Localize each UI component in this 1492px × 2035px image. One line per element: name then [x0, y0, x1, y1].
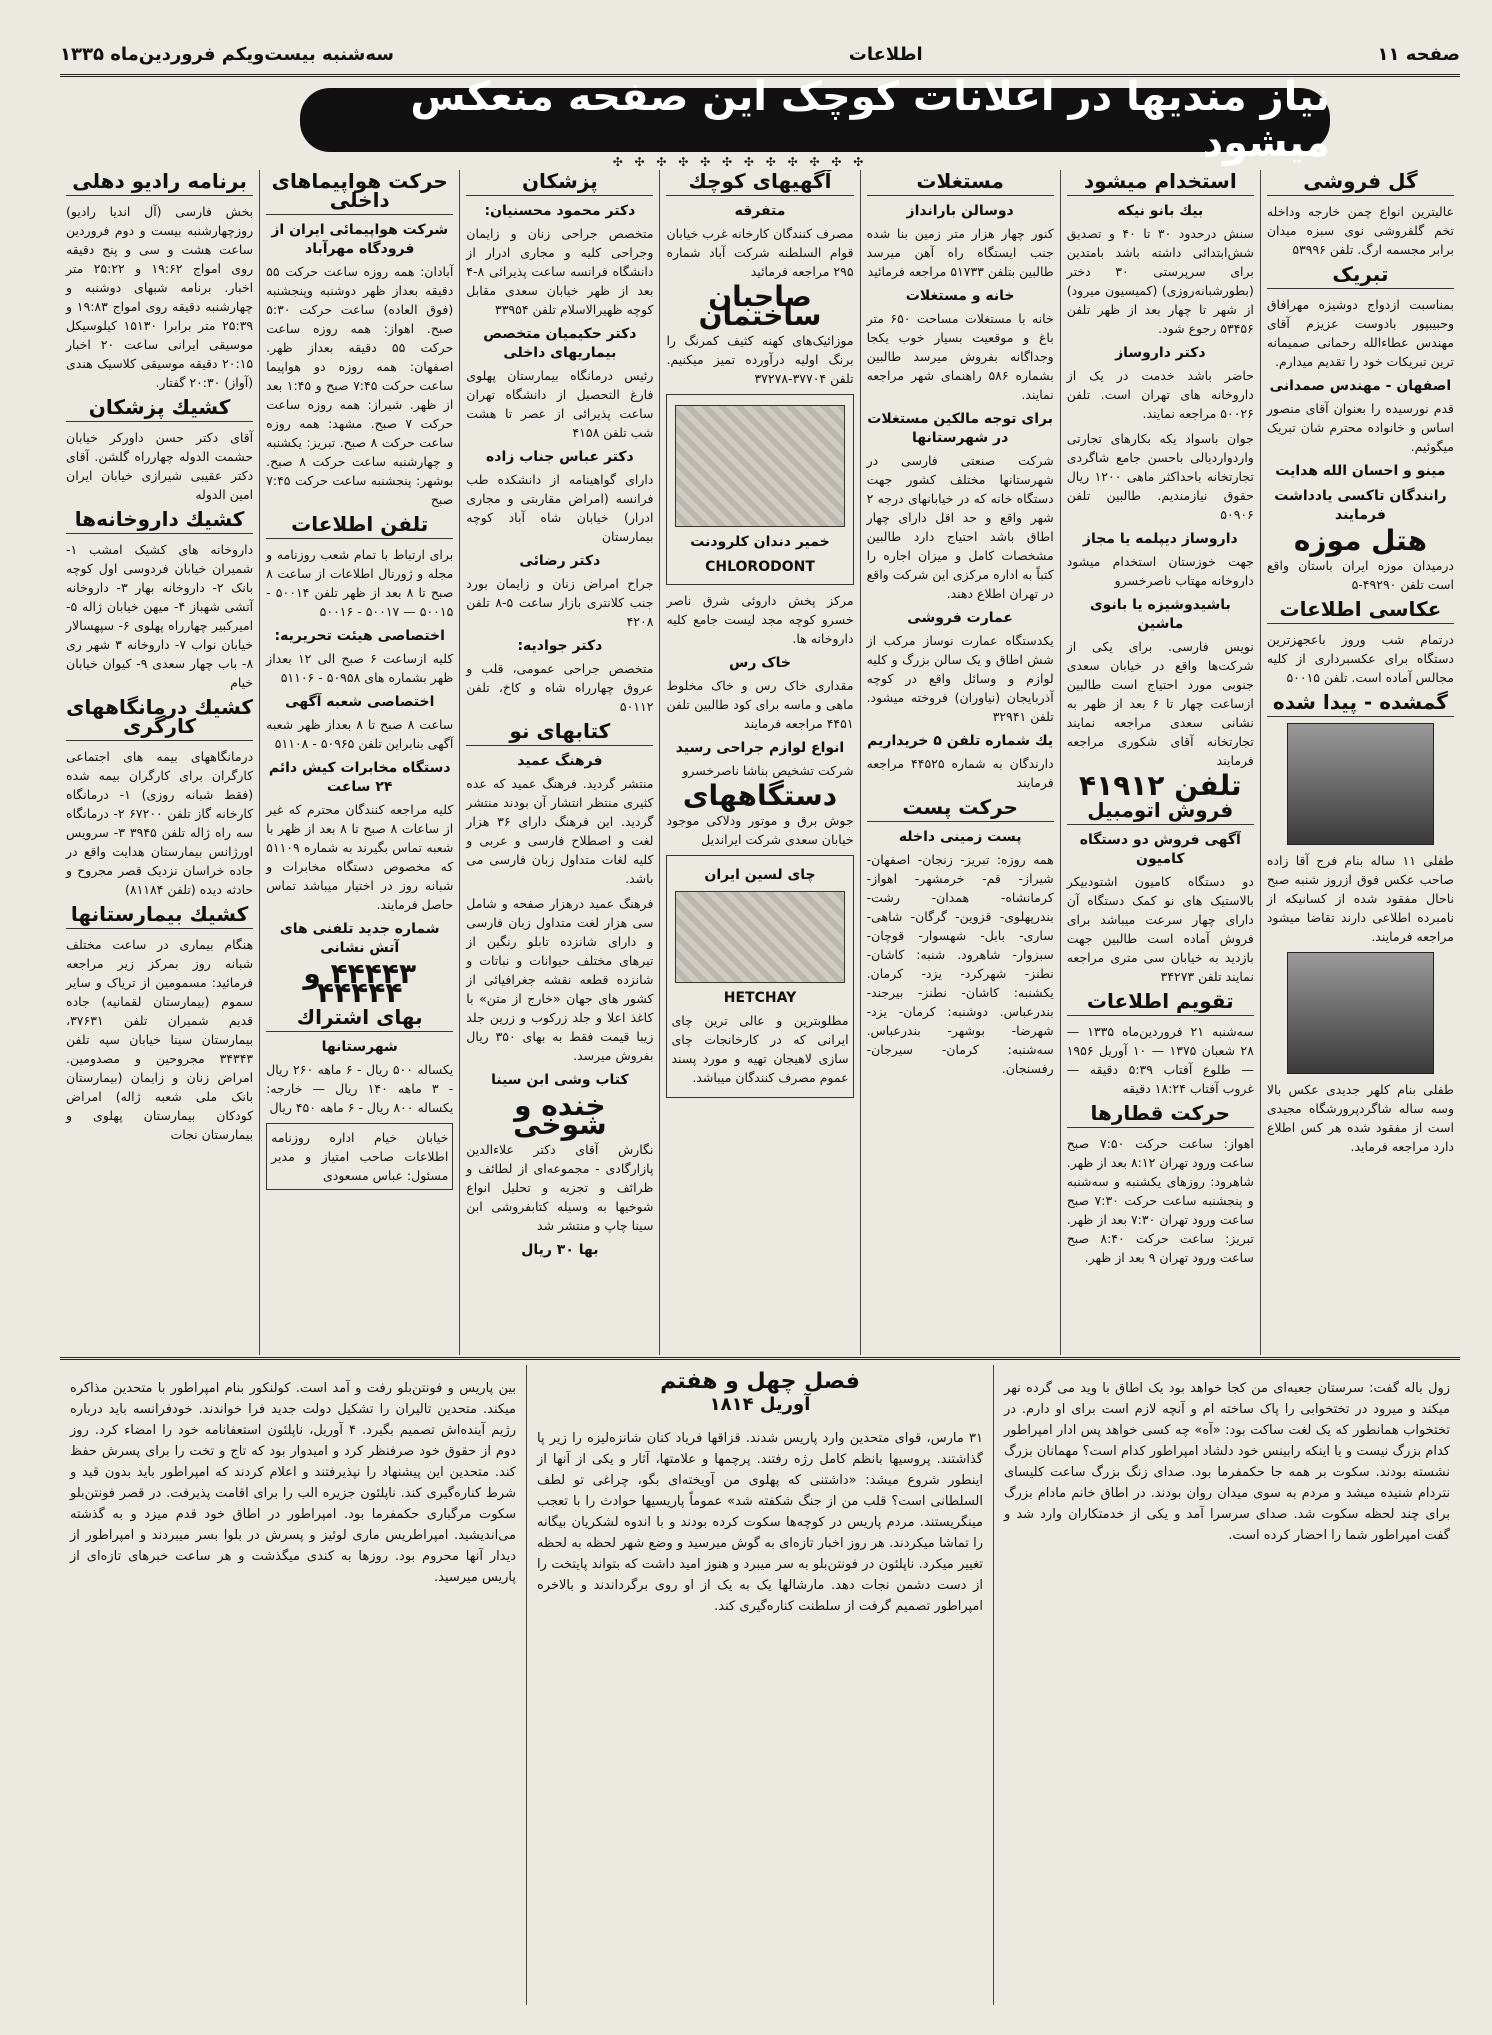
doctor-name: دکتر حکیمیان متخصص بیماریهای داخلی	[483, 326, 637, 361]
ad-text: مقداری خاک رس و خاک مخلوط ماهی و ماسه برای کود طالبین تلفن ۴۴۵۱ مراجعه فرمایند	[666, 678, 854, 731]
flight-schedule: آبادان: همه روزه ساعت حرکت ۵۵ دقیقه بعداز ظهر دوشنبه وپنجشنبه (فوق العاده) ساعت حرکت ۵:۳۰ صبح. اهواز: همه روزه ساعت حرکت ۵۵ دقیقه بعداز ظهر. اصفهان: همه روزه دو هواپیما ساعت حرکت ۷:۴۵ صبح و ۱:۴۵ بعد از ظهر. شیراز: همه روزه ساعت حرکت ۷ صبح. مشهد: همه روزه ساعت حرکت ۸ صبح. تبریز: یکشنبه و چهارشنبه ساعت حرکت ۸ صبح. بوشهر: پنجشنبه ساعت حرکت ۷:۴۵ صبح	[266, 264, 454, 507]
ad-text: خانه با مستغلات مساحت ۶۵۰ متر باغ و موقعیت بسیار خوب یکجا وجداگانه بفروش میرسد طالبین بشماره ۵۸۶ راهنمای شهر مراجعه نمایند.	[866, 311, 1054, 402]
ad-text: متخصص جراحی زنان و زایمان وجراحی کلیه و مجاری ادرار از دانشگاه فرانسه ساعت پذیرائی ۸-۴ بعد از ظهر خیابان سعدی مقابل کوچه ظهیرالاسلام تلفن ۳۳۹۵۴	[466, 226, 654, 317]
heading-doctors: پزشکان	[466, 172, 653, 196]
page-number: صفحه ۱۱	[1377, 43, 1460, 65]
ad-text: جوان باسواد یکه بکارهای تجارتی واردواردیالی باحسن جامع شاگردی تجارتخانه باحداکثر ماهی ۱۲۰۰ ریال حقوق نیازمندیم. طالبین تلفن ۵۰۹۰۶	[1066, 431, 1254, 522]
ad-title: دستگاه مخابرات کیش دائم ۲۴ ساعت	[268, 760, 451, 795]
ad-text: مرکز پخش داروئی شرق ناصر خسرو کوچه مجد لیست جامع کلیه داروخانه ها.	[666, 593, 854, 646]
heading-employment: استخدام میشود	[1067, 172, 1254, 196]
story-column-middle	[526, 1365, 993, 2005]
story-text: زول باله گفت: سرستان جعبه‌ای من کجا خواهد بود یک اطاق با وید می گرده نهر میکند و میرود در تختخوابی را پاک ساخته ام و آنچه لازم است برای او دارم. در تختخواب همانطور که یک لغت ساکت بود: «آه» چه کسی خواهد پس ادار امپراطور کدام بزرگ نیست و یا اینکه رابینس خود دلشاد امپراطور کدام است؟ مهمانان بزرگ نشسته بودند. سکوت بر همه جا حکمفرما بود. صدای زنگ بزرگ ساعت کلیسای نتردام شنیده میشد و مردم به سوی میدان روان بودند. در اطاق خانم مادام بزرگ برای چند لحظه سکوت شد. صدای سرسرا آمد و یکی از خدمتکاران وارد شد و گفت امپراطور شما را احضار کرده است.	[1004, 1381, 1450, 1543]
ad-text: قدم نورسیده را بعنوان آقای منصور اساس و خانواده محترم شان تبریک میگوئیم.	[1266, 401, 1454, 454]
newspaper-name: اطلاعات	[848, 43, 923, 65]
ad-text: دو دستگاه کامیون اشتودبیکر بالاستیک های نو کمک دستگاه آن دارای چهار سرعت میباشد برای فروش آماده است طالبین جهت بازدید به خیابان سی متری مراجعه نمایند تلفن ۳۴۲۷۳	[1066, 874, 1254, 984]
section-divider	[60, 1357, 1460, 1360]
heading-new-books: کتابهای نو	[466, 722, 653, 746]
phone-number: تلفن ۴۱۹۱۲	[1079, 769, 1242, 802]
airline-name: شرکت هواپیمائی ایران از فرودگاه مهرآباد	[271, 222, 449, 257]
ad-title: برای توجه مالکین مستغلات در شهرستانها	[867, 411, 1053, 446]
story-text: بین پاریس و فونتن‌بلو رفت و آمد است. کولنکور بنام امپراطور با متحدین مذاکره میکند. متحدین تالیران را تشکیل دولت جدید فرا خواندند. خودفرانسه باید درباره رژیم آینده‌اش تصمیم بگیرد. ۴ آوریل، ناپلئون استعفانامه خود را امضاء کرد. روز دوم از حقوق خود صرفنظر کرد و امیدوار بود که تاج و تخت را برای پسرش حفظ کند. متحدین این پیشنهاد را نپذیرفتند و اعلام کردند که امپراطور باید بدون قید و شرط کناره‌گیری کند. ناپلئون جزیره الب را برای اقامت پذیرفت. در قصر فونتن‌بلو سکوت مرگباری حکمفرما بود. امپراطور در اطاق خود قدم میزد و به گذشته می‌اندیشید. امپراطریس ماری لوئیز و پسرش در بلوا بسر میبردند و امپراطور از دیدار آنها محروم بود. روزها به کندی میگذشت و هر ساعت خبرهای تازه‌ای از پاریس میرسید.	[70, 1381, 517, 1585]
book-title-humor: خنده و شوخی	[513, 1089, 607, 1141]
ad-title: اختصاصی شعبه آگهی	[285, 694, 435, 710]
ad-title: یك شماره تلفن ۵ خریداریم	[867, 733, 1054, 749]
fire-dept-phone: ۴۴۴۴۳ و ۴۴۴۴۴	[303, 957, 417, 1009]
column-services	[60, 170, 259, 1355]
ad-title: متفرقه	[734, 203, 786, 219]
heading-lost-found: گمشده - پیدا شده	[1267, 693, 1454, 717]
ad-text: بخش فارسی (آل اندیا رادیو) روزچهارشنبه بیست و دوم فروردین ساعت هشت و سی و پنج دقیقه روی امواج ۱۹:۶۲ و ۲۵:۲۲ متر اخبار. برنامه شبهای دوشنبه و چهارشنبه دقیقه روی امواج ۱۹:۸۳ و ۲۵:۳۹ متر برابرا ۱۵۱۳۰ کیلوسیکل موسیقی ایرانی ساعت ۲۰ اخبار ۲۰:۱۵ دقیقه موسیقی کلاسیک هندی (آواز) ۲۰:۳۰ گفتار.	[66, 204, 254, 390]
ad-title: چای لسین ایران	[704, 867, 816, 883]
ad-title: بیك بانو نیكه	[1117, 203, 1204, 219]
ad-text: کنور چهار هزار متر زمین بنا شده جنب ایستگاه راه آهن میرسد طالبین بتلفن ۵۱۷۳۳ مراجعه فرمائید	[866, 226, 1054, 279]
heading-car-sale: فروش اتومبیل	[1067, 801, 1254, 825]
ad-signature: اصفهان - مهندس صمدانی	[1269, 378, 1452, 394]
ad-text: مطلوبترین و عالی ترین چای ایرانی که در کارخانجات چای سازی لاهیجان تهیه و مورد پسند عموم مصرف کنندگان میباشد.	[671, 1013, 849, 1085]
ad-text: درمیدان موزه ایران باستان واقع است تلفن ۴۹۲۹۰-۵	[1266, 558, 1454, 592]
masthead	[60, 34, 1460, 77]
calendar-text: سه‌شنبه ۲۱ فروردین‌ماه ۱۳۳۵ — ۲۸ شعبان ۱۳۷۵ — ۱۰ آوریل ۱۹۵۶ — طلوع آفتاب ۵:۳۹ دقیقه — غروب آفتاب ۱۸:۲۴ دقیقه	[1066, 1024, 1254, 1096]
ad-text: طفلی ۱۱ ساله بنام فرج آقا زاده صاحب عکس فوق ازروز شنبه صبح ناحال مفقود شده از کسانیکه از نامبرده اطلاعی دارند تقاضا میشود مراجعه فرمایند.	[1266, 853, 1454, 944]
ad-title: خانه و مستغلات	[905, 288, 1015, 304]
book-title: فرهنگ عمید	[517, 753, 603, 769]
chapter-date: آوریل ۱۸۱۴	[709, 1394, 811, 1415]
chapter-title: فصل چهل و هفتم	[660, 1369, 860, 1394]
building-owners-ad: صاحبان ساختمان	[698, 280, 822, 332]
subscription-prices: یکساله ۵۰۰ ریال - ۶ ماهه ۲۶۰ ریال - ۳ ماهه ۱۴۰ ریال — خارجه: یکساله ۸۰۰ ریال - ۶ ماهه ۴۵۰ ریال	[266, 1062, 454, 1115]
ad-text: کلیه ازساعت ۶ صبح الی ۱۲ بعداز ظهر بشماره های ۵۰۹۵۸ - ۵۱۱۰۶	[266, 651, 454, 685]
heading-worker-clinics: کشیك درمانگاههای کارگری	[66, 698, 253, 741]
ad-text: موزائیک‌های کهنه کثیف کمرنگ را برنگ اولیه درآورده تمیز میکنیم. تلفن ۳۷۷۰۴-۳۷۲۷۸	[666, 333, 854, 386]
train-schedule: اهواز: ساعت حرکت ۷:۵۰ صبح ساعت ورود تهران ۸:۱۲ بعد از ظهر. شاهرود: روزهای یکشنبه و سه‌شنبه و پنجشنبه ساعت حرکت ۷:۳۰ صبح ساعت ورود تهران ۷:۳۰ بعد از ظهر. تبریز: ساعت حرکت ۸:۴۰ صبح ساعت ورود تهران ۹ بعد از ظهر.	[1066, 1136, 1254, 1265]
ad-title: باشیدوشیزه یا بانوی ماشین	[1089, 597, 1231, 632]
heading-subscription: بهای اشتراك	[266, 1008, 453, 1032]
classifieds-columns	[60, 170, 1460, 1355]
post-schedule: همه روزه: تبریز- زنجان- اصفهان- شیراز- قم- خرمشهر- اهواز- کرمانشاه- همدان- رشت- بندرپهلوی- قزوین- گرگان- شاهی- ساری- بابل- شهسوار- قوچان- سبزوار- شاهرود. شنبه: کاشان- نطنز- شهرکرد- یزد- کرمان. یکشنبه: کاشان- نطنز- بیرجند- بندرعباس. دوشنبه: کرمان- یزد- شهرضا- بوشهر- بندرعباس. سه‌شنبه: کرمان- سیرجان- رفسنجان.	[866, 852, 1054, 1076]
ad-title: آگهی فروش دو دستگاه کامیون	[1079, 832, 1241, 867]
heading-duty-hospitals: کشیك بیمارستانها	[66, 905, 253, 929]
heading-real-estate: مستغلات	[867, 172, 1054, 196]
heading-radio-delhi: برنامه رادیو دهلی	[66, 172, 253, 196]
ad-text: حاضر باشد خدمت در یک از داروخانه های تهران است. تلفن ۵۰۰۲۶ مراجعه نمایند.	[1066, 368, 1254, 421]
ad-signature: مینو و احسان الله هدایت	[1275, 463, 1446, 479]
column-flowers	[1260, 170, 1460, 1355]
ad-text: متخصص جراحی عمومی، قلب و عروق چهارراه شاه و کاخ، تلفن ۵۰۱۱۲	[466, 661, 654, 714]
ad-title: دکتر داروساز	[1115, 345, 1206, 361]
serial-story	[60, 1365, 1460, 2005]
heading-flower-shop: گل فروشی	[1267, 172, 1454, 196]
ad-title: شماره جدید تلفنی های آتش نشانی	[279, 921, 440, 956]
brand-name: CHLORODONT	[705, 559, 815, 575]
ad-text: برای ارتباط با تمام شعب روزنامه و مجله و ژورنال اطلاعات از ساعت ۸ صبح تا ۸ بعد از ظهر تلفن ۵۰۰۱۴ - ۵۰۰۱۵ — ۵۰۰۱۷ - ۵۰۰۱۶	[266, 547, 454, 619]
ad-text: ساعت ۸ صبح تا ۸ بعداز ظهر شعبه آگهی بنابراین تلفن ۵۰۹۶۵ - ۵۱۱۰۸	[266, 717, 454, 751]
ad-text: مصرف کنندگان کارخانه غرب خیابان قوام السلطنه شرکت آباد شماره ۲۹۵ مراجعه فرمائید	[666, 226, 854, 279]
heading-duty-pharmacies: کشیك داروخانه‌ها	[66, 510, 253, 534]
ad-text: یکدستگاه عمارت نوساز مرکب از شش اطاق و یک سالن بزرگ و کلیه لوازم و وسائل واقع در کوچه آذربایجان (نیاوران) فروخته میشود. تلفن ۳۲۹۴۱	[866, 633, 1054, 724]
doctor-name: دکتر رضائی	[519, 553, 601, 569]
ad-title: خمیر دندان کلرودنت	[690, 534, 830, 550]
ad-title: داروساز دیپلمه یا مجاز	[1082, 531, 1238, 547]
tea-ad	[666, 855, 853, 1098]
ad-title: شهرستانها	[321, 1039, 398, 1055]
ad-text: جوش برق و موتور ودلاکی موجود خیابان سعدی شرکت ایراندیل	[666, 813, 854, 847]
ad-text: درتمام شب وروز باعجهزترین دستگاه برای عکسبرداری از کلیه مجالس آماده است. تلفن ۵۰۰۱۵	[1266, 632, 1454, 685]
heading-small-ads: آگهیهای کوچك	[666, 172, 853, 196]
heading-post: حرکت پست	[867, 798, 1054, 822]
ad-title: انواع لوازم جراحی رسید	[675, 740, 845, 756]
doctor-name: دکتر جوادیه:	[517, 638, 603, 654]
brand-name: HETCHAY	[723, 990, 797, 1006]
ad-text: آقای دکتر حسن داورکر خیابان حشمت الدوله چهارراه گلشن. آقای دکتر عقیبی شیرازی خیابان ایران امین الدوله	[66, 430, 254, 502]
ad-text: شرکت صنعتی فارسی در شهرستانها مختلف کشور جهت دستگاه خانه که در خیابانهای درجه ۲ شهر واقع و حد اقل دارای چهار اطاق باشد احتیاج دارد طالبین مشخصات کامل و میزان اجاره را کتباً به اداره مرکزی این شرکت واقع در تهران اطلاع دهند.	[866, 453, 1054, 601]
column-employment	[1060, 170, 1260, 1355]
ad-text: بمناسبت ازدواج دوشیزه مهرافاق وحبیبپور بادوست عزیزم آقای مهندس عطاءالله رحمانی صمیمانه ترین تبریکات خود را تقدیم میدارم.	[1266, 297, 1454, 369]
ad-text: جراح امراض زنان و زایمان بورد جنب کلانتری بازار ساعت ۵-۸ تلفن ۴۲۰۸	[466, 576, 654, 629]
ad-text: نگارش آقای دکتر علاءالدین پازارگادی - مجموعه‌ای از لطائف و ظرائف و تجزیه و تحلیل انواع شوخیها به وسیله کتابفروشی ابن سینا چاپ و منتشر شد	[466, 1142, 654, 1233]
tea-box-illustration	[675, 891, 844, 983]
issue-date: سه‌شنبه بیست‌ویکم فروردین‌ماه ۱۳۳۵	[60, 43, 394, 65]
story-text: ۳۱ مارس، قوای متحدین وارد پاریس شدند. قزاقها فریاد کنان شانزه‌لیزه را زیر پا گذاشتند. پروسیها بانظم کامل رژه رفتند. پرچمها و علامتها، آثار و یکی از آنها از اینطور شروع میشد: «داشتنی که پهلوی من آویخته‌ای بگو، چراغی تو لطف السلطانی است؟ قلب من از جنگ شکفته شد» عموماً پاریسیها حوادث را با تعجب مینگریستند. مردم پاریس در کوچه‌ها سکوت کرده بودند و با اندوه لشکریان بیگانه را تماشا میکردند. هر روز اخبار تازه‌ای به گوش میرسید و وضع شهر لحظه به لحظه تغییر میکرد. ناپلئون در فونتن‌بلو به سر میبرد و هنوز امید داشت که بتواند پایتخت را از دست دشمن نجات دهد. مارشالها یک به یک از او روی برگرداندند و بالاخره امپراطور تصمیم گرفت از سلطنت کناره‌گیری کند.	[537, 1431, 983, 1614]
column-doctors	[459, 170, 659, 1355]
ad-text: کلیه مراجعه کنندگان محترم که غیر از ساعات ۸ صبح تا ۸ بعد از ظهر با شعبه تماس بگیرند به شماره ۵۱۱۰۹ که مخصوص دستگاه مخابرات و شبانه روز در اختیار میباشد تماس حاصل فرمایند.	[266, 802, 454, 912]
heading-photography: عکاسی اطلاعات	[1267, 600, 1454, 624]
ad-title: پست زمینی داخله	[898, 829, 1022, 845]
ad-title: اختصاصی هیئت تحریریه:	[274, 628, 445, 644]
ad-text: دارندگان به شماره ۴۴۵۲۵ مراجعه فرمایند	[866, 756, 1054, 790]
hotel-name: هتل موزه	[1293, 524, 1427, 557]
heading-taxi-notice: رانندگان تاکسی یادداشت فرمایند	[1274, 488, 1447, 523]
ad-text: درمانگاههای بیمه های اجتماعی کارگران برای کارگران بیمه شده (فقط شبانه روزی) ۱- درمانگاه کارخانه گاز تلفن ۶۷۲۰۰ ۲- درمانگاه سه راه ژاله تلفن ۳۹۴۵ ۳- سرویس اورژانس بیمارستان هدایت واقع در جاده خراسان نزدیک قصر مجروح و حادثه دیده (تلفن ۸۱۱۸۴)	[66, 749, 254, 897]
ad-text: منتشر گردید. فرهنگ عمید که عده کثیری منتظر انتشار آن بودند منتشر گردید. این فرهنگ دارای ۳۶ هزار لغت و اصطلاح فارسی و عربی و کلیه لغات متداول زبان فارسی می باشد.	[466, 776, 654, 886]
ornament-divider: ✣ ✣ ✣ ✣ ✣ ✣ ✣ ✣ ✣ ✣ ✣ ✣	[612, 155, 868, 169]
toothpaste-ad	[666, 394, 853, 585]
ad-title: عمارت فروشی	[907, 610, 1013, 626]
ad-text: رئیس درمانگاه بیمارستان پهلوی فارغ التحصیل از دانشگاه تهران ساعت پذیرائی از عصر تا هشت شب تلفن ۴۱۵۸	[466, 368, 654, 440]
ad-text: عالیترین انواع چمن خارجه وداخله تخم گلفروشی نوی سبزه میدان برابر مجسمه ارگ. تلفن ۵۳۹۹۶	[1266, 204, 1454, 257]
column-real-estate	[860, 170, 1060, 1355]
ad-text: فرهنگ عمید درهزار صفحه و شامل سی هزار لغت متداول زبان فارسی و دارای شانزده تابلو رنگین از تیرهای مختلف حیوانات و نباتات و شانزده قطعه نقشه جغرافیائی از کشور های جهان «خارج از متن» با کاغذ اعلا و جلد زرکوب و زرین جلد زیبا قیمت فقط به بهای ۳۵۰ ریال بفروش میرسد.	[466, 896, 654, 1063]
ad-text: شرکت تشخیص بناشا ناصرخسرو	[682, 763, 854, 778]
story-column-right	[993, 1365, 1460, 2005]
heading-congratulations: تبریک	[1267, 265, 1454, 289]
bookstore-name: کتاب وشی ابن سینا	[491, 1072, 629, 1088]
devices-ad: دستگاههای	[682, 779, 838, 812]
missing-child-photo	[1287, 952, 1434, 1074]
book-price: بها ۳۰ ریال	[521, 1242, 599, 1258]
heading-flights: حرکت هواپیماهای داخلی	[266, 172, 453, 215]
publisher-footer: خیابان خیام اداره روزنامه اطلاعات صاحب امتیاز و مدیر مسئول: عباس مسعودی	[266, 1123, 453, 1190]
ad-text: هنگام بیماری در ساعت مختلف شبانه روز بمرکز زیر مراجعه فرمائید: مسمومین از تریاک و سایر سموم (بیمارستان لقمانیه) جاده قدیم شمیران تلفن ۳۷۶۳۱، بیمارستان سینا خیابان سپه تلفن ۳۴۳۴۳ مجروحین و مصدومین. امراض زنان و زایمان (بیمارستان بانک ملی شعبه ژاله) امراض کودکان بیمارستان پهلوی و بیمارستان نجات	[66, 937, 254, 1142]
ad-text: نویس فارسی. برای یکی از شرکت‌ها واقع در خیابان سعدی جنوبی مورد احتیاج است طالبین ازساعت چهار تا ۶ بعد از ظهر به نشانی سعدی مراجعه نمایند تجارتخانه آقای شکوری مراجعه فرمایند	[1066, 639, 1254, 768]
toothpaste-illustration	[675, 405, 844, 527]
ad-text: دارای گواهینامه از دانشکده طب فرانسه (امراض مقاربتی و مجاری ادرار) خیابان شاه آباد کوچه بیمارستان	[466, 472, 654, 544]
doctor-name: دکتر محمود محسنیان:	[484, 203, 636, 219]
ad-text: داروخانه های کشیک امشب ۱- شمیران خیابان فردوسی اول کوچه بانک ۲- داروخانه بهار ۳- داروخانه آتشی شهباز ۴- میهن خیابان ژاله ۵- امیرکبیر چهارراه پهلوی ۶- سپهسالار خیابان نواب ۷- داروخانه ۳ شهر ری ۸- باب چهار سعدی ۹- کیوان خیابان خیام	[66, 542, 254, 690]
column-small-ads	[659, 170, 859, 1355]
ad-text: سنش درحدود ۳۰ تا ۴۰ و تصدیق شش‌ابتدائی داشته باشد بامتدین برای سرپرستی ۳۰ دختر (بطورشبانه‌روزی) (کمیسیون میرود) از شهر تا چهار بعد از ظهر تلفن ۵۳۴۵۶ رجوع شود.	[1066, 226, 1254, 336]
doctor-name: دکتر عباس جناب زاده	[486, 449, 634, 465]
heading-calendar: تقویم اطلاعات	[1067, 992, 1254, 1016]
heading-trains: حرکت قطارها	[1067, 1104, 1254, 1128]
classified-banner: نیاز مندیها در اعلانات کوچک این صفحه منعکس میشود	[300, 88, 1330, 152]
missing-child-photo	[1287, 723, 1434, 845]
ad-title: دوسالن بارانداز	[906, 203, 1014, 219]
heading-duty-doctors: کشیك پزشکان	[66, 398, 253, 422]
ad-text: جهت خوزستان استخدام میشود داروخانه مهتاب ناصرخسرو	[1066, 554, 1254, 588]
ad-title: خاک رس	[729, 655, 791, 671]
heading-info-phone: تلفن اطلاعات	[266, 515, 453, 539]
column-flights	[259, 170, 459, 1355]
story-column-left	[60, 1365, 526, 2005]
ad-text: طفلی بنام کلهر جدیدی عکس بالا وسه ساله شاگردپرورشگاه مجیدی است از مفقود شده هر کس اطلاع دارد مراجعه فرماید.	[1266, 1082, 1454, 1154]
